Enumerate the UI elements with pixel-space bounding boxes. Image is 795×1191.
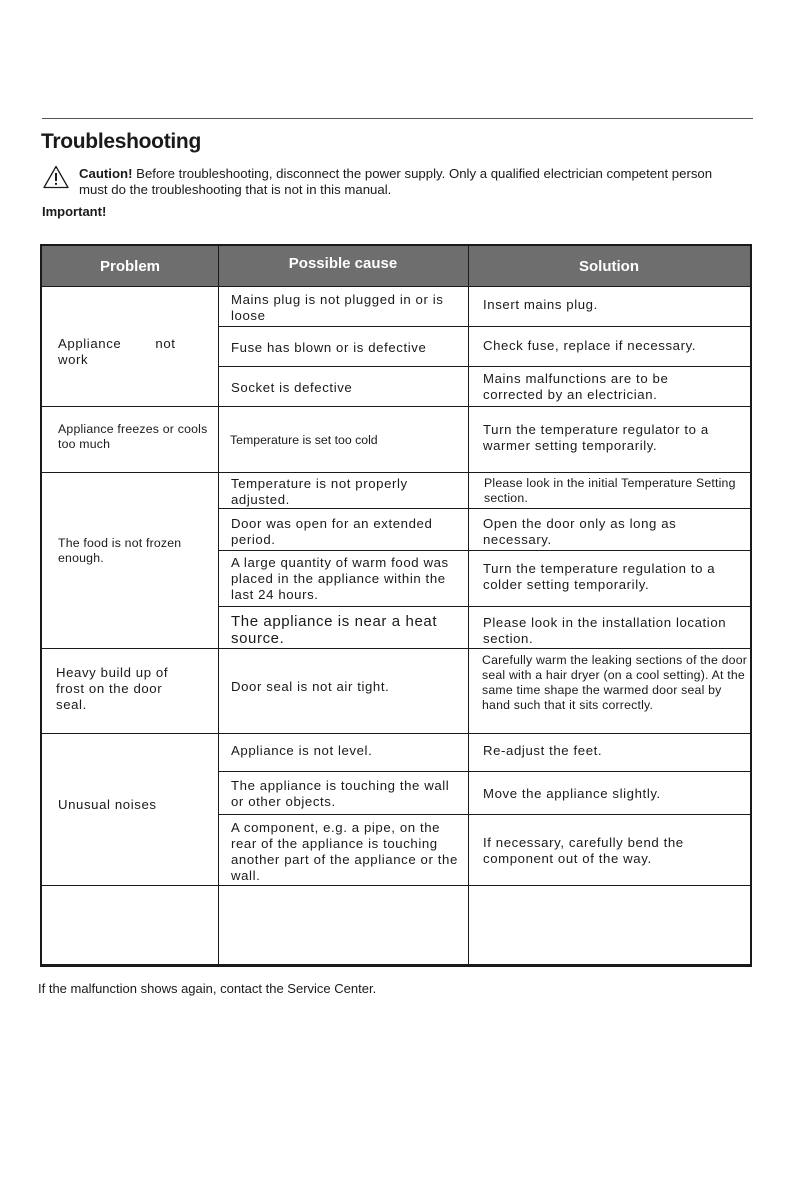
solution-cell: Move the appliance slightly. [483, 786, 661, 801]
cause-cell: Mains plug is not plugged in or is loose [231, 292, 444, 323]
row-divider [218, 814, 750, 815]
important-label: Important! [42, 204, 107, 219]
cause-cell: A large quantity of warm food was placed in the appliance within the last 24 hours. [231, 555, 449, 602]
row-divider [42, 733, 750, 734]
header-solution: Solution [579, 257, 639, 275]
row-divider [42, 286, 750, 287]
cause-cell: The appliance is near a heat source. [231, 613, 438, 647]
solution-cell: Turn the temperature regulator to a warmer setting temporarily. [483, 422, 709, 453]
row-divider [218, 326, 750, 327]
caution-paragraph [79, 166, 719, 198]
header-possible-cause: Possible cause [288, 254, 398, 272]
warning-triangle-icon [43, 165, 69, 189]
problem-cell: Unusual noises [58, 797, 157, 812]
solution-cell: Please look in the installation location section. [483, 615, 727, 646]
problem-cell: Appliance freezes or cools too much [58, 422, 208, 451]
row-divider [218, 771, 750, 772]
solution-cell: Insert mains plug. [483, 297, 598, 312]
caution-text: Before troubleshooting, disconnect the power supply. Only a qualified electrician competent person must do the troubleshooting that is not in this manual. [79, 166, 713, 197]
row-divider [42, 472, 750, 473]
cause-cell: Fuse has blown or is defective [231, 340, 427, 355]
solution-cell: Carefully warm the leaking sections of the door seal with a hair dryer (on a cool setting). At the same time shape the warmed door seal by hand such that it sits correctly. [482, 653, 748, 712]
top-divider [42, 118, 753, 119]
row-divider [218, 550, 750, 551]
cause-cell: Temperature is set too cold [230, 433, 378, 447]
cause-cell: Socket is defective [231, 380, 353, 395]
problem-cell: Heavy build up of frost on the door seal. [56, 665, 169, 712]
table-header [42, 246, 750, 286]
solution-cell: Mains malfunctions are to be corrected by an electrician. [483, 371, 669, 402]
column-divider [468, 246, 469, 964]
header-problem: Problem [99, 257, 160, 275]
cause-cell: The appliance is touching the wall or other objects. [231, 778, 450, 809]
solution-cell: Re-adjust the feet. [483, 743, 603, 758]
problem-cell: The food is not frozen enough. [58, 536, 182, 565]
row-divider [42, 406, 750, 407]
row-divider [42, 885, 750, 886]
row-divider [218, 508, 750, 509]
solution-cell: Turn the temperature regulation to a colder setting temporarily. [483, 561, 716, 592]
problem-cell: Appliance not work [58, 336, 180, 367]
cause-cell: Door was open for an extended period. [231, 516, 433, 547]
row-divider [218, 606, 750, 607]
cause-cell: Appliance is not level. [231, 743, 373, 758]
troubleshooting-table [40, 244, 752, 967]
solution-cell: If necessary, carefully bend the component out of the way. [483, 835, 684, 866]
column-divider [218, 246, 219, 964]
caution-label: Caution! [79, 166, 133, 181]
row-divider [218, 366, 750, 367]
cause-cell: Door seal is not air tight. [231, 679, 390, 694]
row-divider [42, 648, 750, 649]
footer-note: If the malfunction shows again, contact the Service Center. [38, 981, 377, 996]
solution-cell: Check fuse, replace if necessary. [483, 338, 697, 353]
solution-cell: Please look in the initial Temperature Setting section. [484, 476, 736, 505]
cause-cell: Temperature is not properly adjusted. [231, 476, 408, 507]
cause-cell: A component, e.g. a pipe, on the rear of the appliance is touching another part of the appliance or the wall. [231, 820, 458, 883]
solution-cell: Open the door only as long as necessary. [483, 516, 677, 547]
page-title: Troubleshooting [41, 130, 201, 153]
